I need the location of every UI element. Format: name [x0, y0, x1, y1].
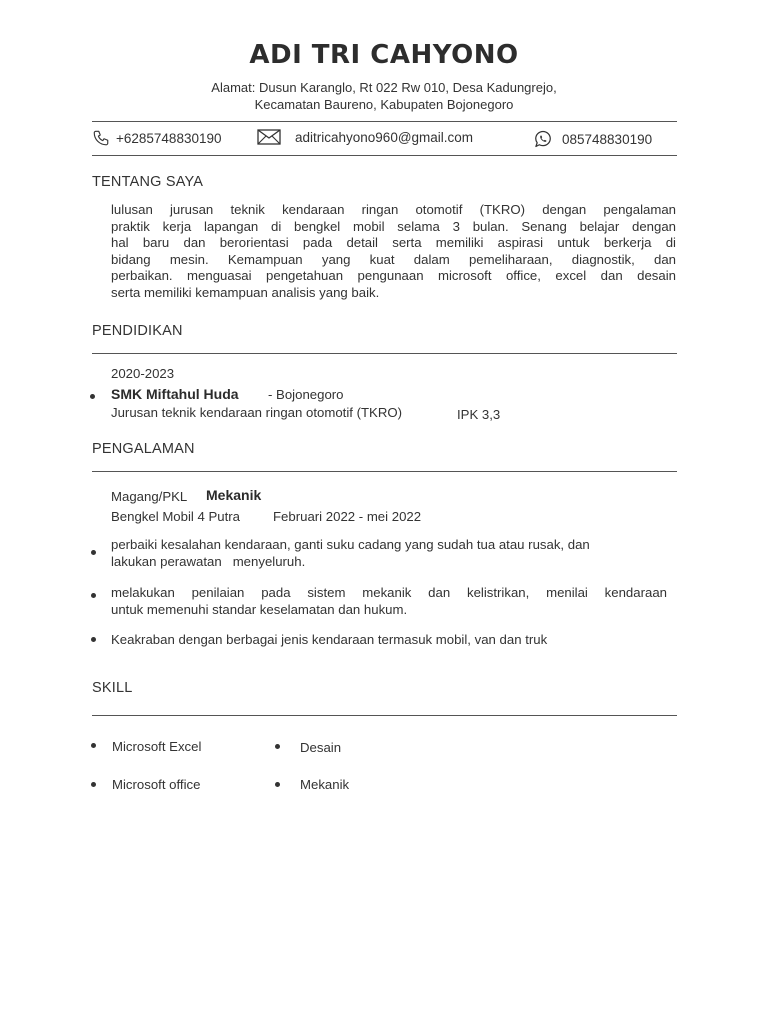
divider	[92, 715, 677, 716]
about-line: bidang mesin. Kemampuan yang kuat dalam pemeliharaan, diagnostik, dan	[111, 251, 676, 267]
experience-role: Mekanik	[206, 487, 262, 503]
about-text	[111, 202, 676, 302]
about-line: praktik kerja lapangan di bengkel mobil selama 3 bulan. Senang belajar dengan	[111, 218, 676, 234]
about-line: serta memiliki kemampuan analisis yang baik.	[111, 284, 380, 300]
skill-item: Mekanik	[300, 777, 350, 792]
bullet	[275, 744, 280, 749]
section-heading-about: TENTANG SAYA	[92, 174, 204, 190]
contact-whatsapp	[533, 129, 652, 149]
skill-item: Desain	[300, 740, 342, 755]
contact-phone	[92, 129, 222, 147]
bullet	[91, 550, 96, 555]
about-line: perbaikan. menguasai pengetahuan pengunaan microsoft office, excel dan desain	[111, 268, 676, 284]
about-line: hal baru dan berorientasi pada detail serta memiliki aspirasi untuk berkerja di	[111, 235, 676, 251]
experience-period: Februari 2022 - mei 2022	[273, 509, 422, 524]
duty-line: untuk memenuhi standar keselamatan dan hukum.	[111, 601, 408, 617]
address-line-1: Alamat: Dusun Karanglo, Rt 022 Rw 010, Desa Kadungrejo,	[211, 80, 557, 95]
address-line-2: Kecamatan Baureno, Kabupaten Bojonegoro	[254, 97, 514, 112]
experience-duty	[111, 537, 590, 570]
experience-type: Magang/PKL	[111, 489, 188, 504]
bullet	[91, 593, 96, 598]
experience-duty	[111, 585, 667, 618]
divider	[92, 155, 677, 156]
divider	[92, 353, 677, 354]
about-line: lulusan jurusan teknik kendaraan ringan otomotif (TKRO) dengan pengalaman	[111, 202, 676, 217]
resume-name: ADI TRI CAHYONO	[249, 40, 519, 70]
skill-item: Microsoft Excel	[112, 739, 202, 754]
school-location: - Bojonegoro	[268, 387, 344, 402]
section-heading-experience: PENGALAMAN	[92, 441, 195, 457]
whatsapp-icon	[533, 129, 553, 149]
bullet	[90, 394, 95, 399]
section-heading-skill: SKILL	[92, 680, 133, 696]
bullet	[91, 782, 96, 787]
education-major: Jurusan teknik kendaraan ringan otomotif (TKRO)	[111, 405, 402, 420]
email-icon	[257, 129, 281, 145]
experience-duty: Keakraban dengan berbagai jenis kendaraan termasuk mobil, van dan truk	[111, 632, 548, 647]
experience-company: Bengkel Mobil 4 Putra	[111, 509, 241, 524]
section-heading-education: PENDIDIKAN	[92, 323, 183, 339]
phone-icon	[92, 129, 110, 147]
whatsapp-number: 085748830190	[562, 131, 653, 147]
email-address: aditricahyono960@gmail.com	[295, 129, 474, 145]
education-period: 2020-2023	[111, 366, 175, 381]
duty-line: lakukan perawatan menyeluruh.	[111, 553, 306, 569]
duty-line: perbaiki kesalahan kendaraan, ganti suku cadang yang sudah tua atau rusak, dan	[111, 537, 590, 552]
divider	[92, 471, 677, 472]
duty-line: melakukan penilaian pada sistem mekanik dan kelistrikan, menilai kendaraan	[111, 585, 667, 600]
school-name: SMK Miftahul Huda	[111, 386, 239, 402]
divider	[92, 121, 677, 122]
bullet	[275, 782, 280, 787]
bullet	[91, 743, 96, 748]
bullet	[91, 637, 96, 642]
phone-number: +6285748830190	[116, 130, 222, 146]
contact-email	[257, 129, 473, 145]
education-gpa: IPK 3,3	[457, 407, 501, 422]
skill-item: Microsoft office	[112, 777, 201, 792]
